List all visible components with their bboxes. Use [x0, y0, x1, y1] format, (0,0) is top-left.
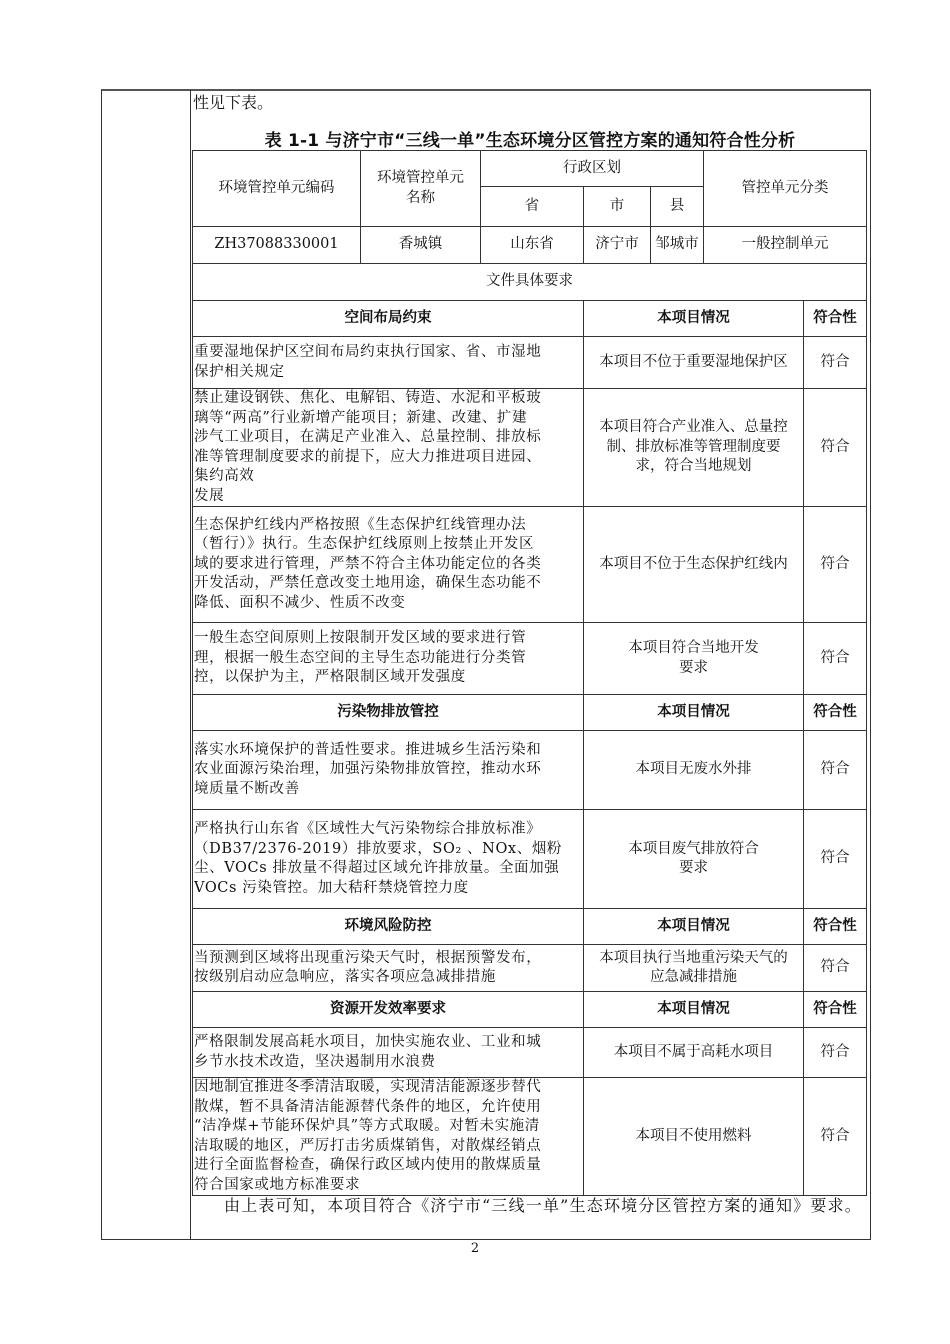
header-category: 管控单元分类 — [704, 151, 867, 227]
section-title: 空间布局约束 — [193, 301, 584, 337]
unit-name: 香城镇 — [361, 227, 481, 264]
intro-text: 性见下表。 — [193, 93, 274, 112]
unit-info-table — [192, 150, 867, 301]
unit-province: 山东省 — [481, 227, 584, 264]
section-title: 污染物排放管控 — [193, 695, 584, 731]
requirement-cell: 当预测到区域将出现重污染天气时，根据预警发布， 按级别启动应急响应，落实各项应急减排措施 — [193, 945, 584, 992]
table-caption: 表 1-1 与济宁市“三线一单”生态环境分区管控方案的通知符合性分析 — [264, 131, 796, 151]
situation-cell: 本项目不位于生态保护红线内 — [584, 507, 804, 623]
compliance-header: 符合性 — [804, 909, 867, 945]
section-header-row — [193, 301, 867, 337]
header-county: 县 — [651, 187, 704, 227]
table-row — [193, 623, 867, 695]
situation-cell: 本项目不位于重要湿地保护区 — [584, 337, 804, 389]
unit-category: 一般控制单元 — [704, 227, 867, 264]
compliance-table — [192, 300, 867, 1196]
situation-cell: 本项目执行当地重污染天气的 应急减排措施 — [584, 945, 804, 992]
compliance-cell: 符合 — [804, 731, 867, 810]
requirement-cell: 生态保护红线内严格按照《生态保护红线管理办法 （暂行）》执行。生态保护红线原则上按禁止开发区 域的要求进行管理，严禁不符合主体功能定位的各类 开发活动，严禁任意改变土地用途，确保生态功能不 降低、面积不减少、性质不改变 — [193, 507, 584, 623]
situation-cell: 本项目废气排放符合 要求 — [584, 810, 804, 909]
compliance-cell: 符合 — [804, 1078, 867, 1196]
table-row — [193, 389, 867, 507]
compliance-cell: 符合 — [804, 623, 867, 695]
requirement-cell: 一般生态空间原则上按限制开发区域的要求进行管 理，根据一般生态空间的主导生态功能进行分类管 控，以保护为主，严格限制区域开发强度 — [193, 623, 584, 695]
compliance-header: 符合性 — [804, 695, 867, 731]
header-code: 环境管控单元编码 — [193, 151, 361, 227]
table-row — [193, 1028, 867, 1078]
frame-column-divider — [190, 90, 191, 1240]
situation-header: 本项目情况 — [584, 695, 804, 731]
compliance-cell: 符合 — [804, 810, 867, 909]
table-row — [193, 731, 867, 810]
requirements-title: 文件具体要求 — [193, 264, 867, 301]
situation-cell: 本项目无废水外排 — [584, 731, 804, 810]
section-header-row — [193, 909, 867, 945]
situation-cell: 本项目符合当地开发 要求 — [584, 623, 804, 695]
compliance-cell: 符合 — [804, 1028, 867, 1078]
header-name: 环境管控单元 名称 — [361, 151, 481, 227]
section-header-row — [193, 695, 867, 731]
unit-county: 邹城市 — [651, 227, 704, 264]
requirement-cell: 严格限制发展高耗水项目，加快实施农业、工业和城 乡节水技术改造，坚决遏制用水浪费 — [193, 1028, 584, 1078]
requirement-cell: 落实水环境保护的普适性要求。推进城乡生活污染和 农业面源污染治理，加强污染物排放管控，推动水环 境质量不断改善 — [193, 731, 584, 810]
situation-cell: 本项目符合产业准入、总量控 制、排放标准等管理制度要 求，符合当地规划 — [584, 389, 804, 507]
compliance-header: 符合性 — [804, 301, 867, 337]
compliance-cell: 符合 — [804, 337, 867, 389]
conclusion-text: 由上表可知，本项目符合《济宁市“三线一单”生态环境分区管控方案的通知》要求。 — [224, 1196, 862, 1215]
situation-header: 本项目情况 — [584, 992, 804, 1028]
table-row — [193, 810, 867, 909]
compliance-cell: 符合 — [804, 389, 867, 507]
page-number: 2 — [470, 1241, 480, 1256]
requirement-cell: 严格执行山东省《区域性大气污染物综合排放标准》 （DB37/2376-2019）排放要求，SO₂ 、NOx、烟粉 尘、VOCs 排放量不得超过区域允许排放量。全面加强 VOCs 污染管控。加大秸秆禁烧管控力度 — [193, 810, 584, 909]
requirement-cell: 禁止建设钢铁、焦化、电解铝、铸造、水泥和平板玻 璃等“两高”行业新增产能项目；新建、改建、扩建 涉气工业项目，在满足产业准入、总量控制、排放标 准等管理制度要求的前提下，应大力推进项目进园、 集约高效 发展 — [193, 389, 584, 507]
table-row — [193, 507, 867, 623]
section-header-row — [193, 992, 867, 1028]
compliance-cell: 符合 — [804, 945, 867, 992]
compliance-header: 符合性 — [804, 992, 867, 1028]
header-city: 市 — [584, 187, 651, 227]
section-title: 资源开发效率要求 — [193, 992, 584, 1028]
compliance-cell: 符合 — [804, 507, 867, 623]
situation-cell: 本项目不使用燃料 — [584, 1078, 804, 1196]
header-province: 省 — [481, 187, 584, 227]
header-region: 行政区划 — [481, 151, 704, 187]
requirement-cell: 重要湿地保护区空间布局约束执行国家、省、市湿地 保护相关规定 — [193, 337, 584, 389]
situation-cell: 本项目不属于高耗水项目 — [584, 1028, 804, 1078]
unit-code: ZH37088330001 — [193, 227, 361, 264]
requirement-cell: 因地制宜推进冬季清洁取暖，实现清洁能源逐步替代 散煤，暂不具备清洁能源替代条件的地区，允许使用 “洁净煤+节能环保炉具”等方式取暖。对暂未实施清 洁取暖的地区，严厉打击劣质煤销售，对散煤经销点 进行全面监督检查，确保行政区域内使用的散煤质量 符合国家或地方标准要求 — [193, 1078, 584, 1196]
situation-header: 本项目情况 — [584, 909, 804, 945]
table-row — [193, 945, 867, 992]
table-row — [193, 1078, 867, 1196]
situation-header: 本项目情况 — [584, 301, 804, 337]
unit-city: 济宁市 — [584, 227, 651, 264]
section-title: 环境风险防控 — [193, 909, 584, 945]
table-row — [193, 337, 867, 389]
